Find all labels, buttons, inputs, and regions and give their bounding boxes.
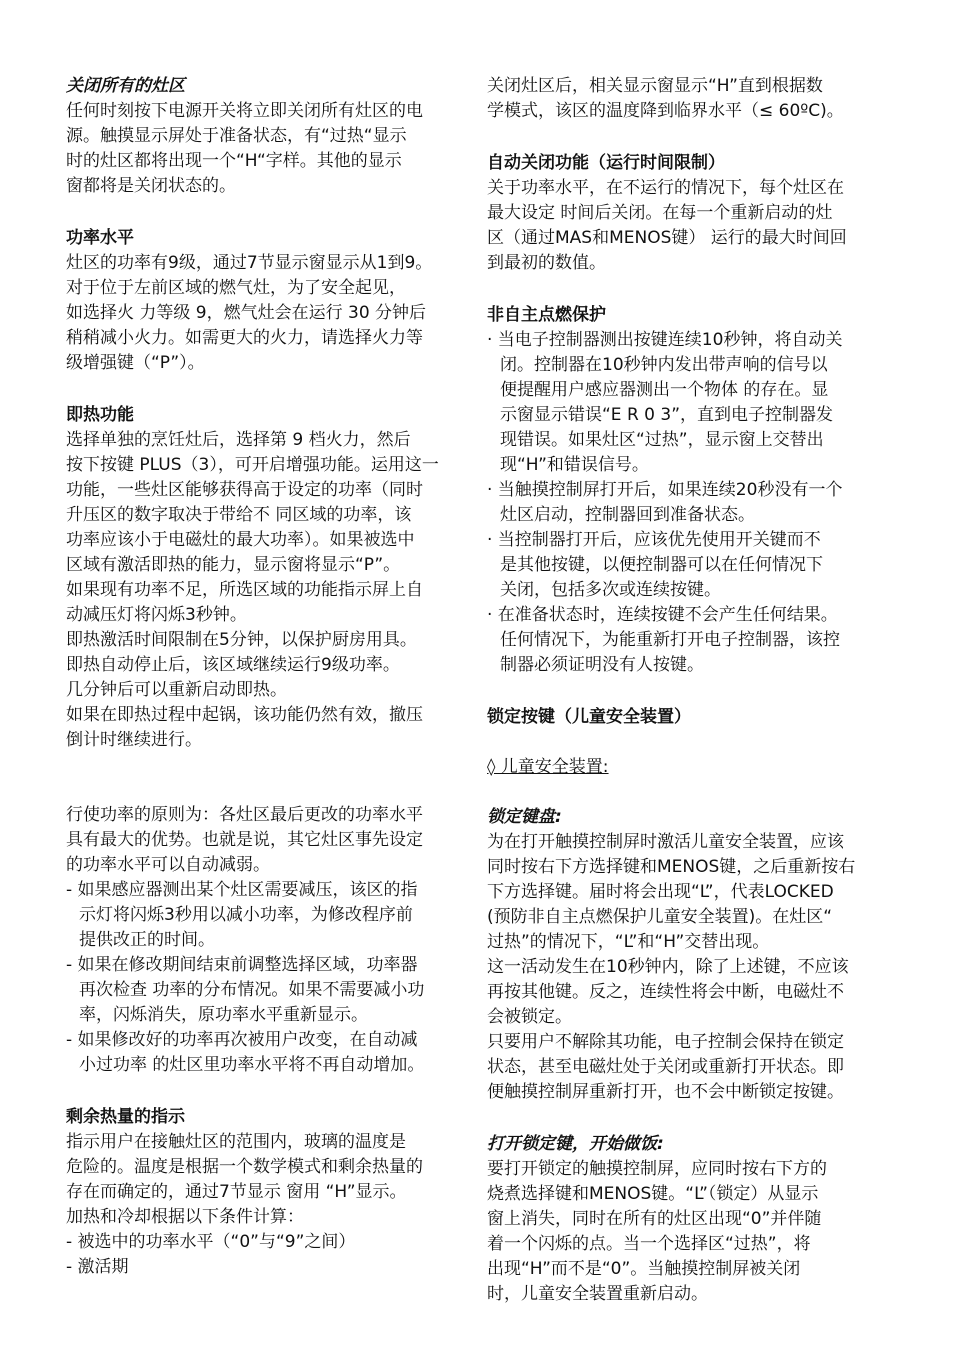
text-line: 这一活动发生在10秒钟内，除了上述键，不应该 <box>487 957 849 977</box>
text-line: 具有最大的优势。也就是说，其它灶区事先设定 <box>66 830 423 850</box>
section-title: 非自主点燃保护 <box>487 305 606 325</box>
section-residual-heat <box>66 1105 476 1280</box>
list-item <box>487 603 897 678</box>
text-line: 现错误。如果灶区“过热”，显示窗上交替出 <box>500 430 824 450</box>
text-line: 便触摸控制屏重新打开，也不会中断锁定按键。 <box>487 1082 844 1102</box>
text-line: · 当触摸控制屏打开后，如果连续20秒没有一个 <box>487 480 843 500</box>
section-title: 关闭所有的灶区 <box>66 76 185 96</box>
text-line: 几分钟后可以重新启动即热。 <box>66 680 287 700</box>
section-auto-off <box>487 151 897 276</box>
text-line: 的功率水平可以自动减弱。 <box>66 855 270 875</box>
right-column <box>487 74 897 1307</box>
text-line: 关闭灶区后，相关显示窗显示“H”直到根据数 <box>487 76 823 96</box>
text-line: 选择单独的烹饪灶后，选择第 9 档火力，然后 <box>66 430 411 450</box>
text-line: 如选择火 力等级 9，燃气灶会在运行 30 分钟后 <box>66 303 427 323</box>
section-title: 打开锁定键，开始做饭: <box>487 1134 664 1154</box>
text-line: 灶区的功率有9级，通过7节显示窗显示从1到9。 <box>66 253 433 273</box>
text-line: 任何情况下，为能重新打开电子控制器，该控 <box>500 630 840 650</box>
text-line: 区域有激活即热的能力，显示窗将显示“P”。 <box>66 555 401 575</box>
text-line: 率，闪烁消失，原功率水平重新显示。 <box>79 1005 368 1025</box>
text-line: - 如果修改好的功率再次被用户改变，在自动减 <box>66 1030 418 1050</box>
child-safety-subheading: ◊ 儿童安全装置: <box>487 757 609 777</box>
text-line: 现“H”和错误信号。 <box>500 455 649 475</box>
section-unlock-keypad <box>487 1132 897 1307</box>
text-line: 关闭，包括多次或连续按键。 <box>500 580 721 600</box>
section-title: 功率水平 <box>66 228 134 248</box>
text-line: 灶区启动，控制器回到准备状态。 <box>500 505 755 525</box>
text-line: 是其他按键，以便控制器可以在任何情况下 <box>500 555 823 575</box>
text-line: - 如果感应器测出某个灶区需要减压，该区的指 <box>66 880 418 900</box>
text-line: 示灯将闪烁3秒用以减小功率，为修改程序前 <box>79 905 413 925</box>
text-line: 状态，甚至电磁灶处于关闭或重新打开状态。即 <box>487 1057 844 1077</box>
text-line: 加热和冷却根据以下条件计算： <box>66 1207 304 1227</box>
section-key-lock <box>487 705 897 780</box>
text-line: 关于功率水平，在不运行的情况下，每个灶区在 <box>487 178 844 198</box>
text-line: 学模式，该区的温度降到临界水平（≤ 60ºC)。 <box>487 101 844 121</box>
list-item <box>66 953 476 1028</box>
text-line: 如果现有功率不足，所选区域的功能指示屏上自 <box>66 580 423 600</box>
text-line: 制器必须证明没有人按键。 <box>500 655 704 675</box>
text-line: 行使功率的原则为：各灶区最后更改的功率水平 <box>66 805 423 825</box>
text-line: 着一个闪烁的点。当一个选择区“过热”，将 <box>487 1234 811 1254</box>
text-line: 功率应该小于电磁灶的最大功率）。如果被选中 <box>66 530 415 550</box>
section-power-levels <box>66 226 476 376</box>
text-line: 时的灶区都将出现一个“H“字样。其他的显示 <box>66 151 402 171</box>
text-line: 稍稍减小火力。如需更大的火力，请选择火力等 <box>66 328 423 348</box>
section-turn-off-all-zones <box>66 74 476 199</box>
text-line: 即热自动停止后，该区域继续运行9级功率。 <box>66 655 400 675</box>
text-line: 烧煮选择键和MENOS键。“L”（锁定）从显示 <box>487 1184 819 1204</box>
text-line: 闭。控制器在10秒钟内发出带声响的信号以 <box>500 355 828 375</box>
text-line: · 当控制器打开后，应该优先使用开关键而不 <box>487 530 821 550</box>
text-line: 窗上消失，同时在所有的灶区出现“0”并伴随 <box>487 1209 822 1229</box>
text-line: 出现“H”而不是“0”。当触摸控制屏被关闭 <box>487 1259 801 1279</box>
text-line: 存在而确定的，通过7节显示 窗用 “H”显示。 <box>66 1182 407 1202</box>
text-line: 便提醒用户感应器测出一个物体 的存在。显 <box>500 380 829 400</box>
text-line: 再次检查 功率的分布情况。如果不需要减小功 <box>79 980 425 1000</box>
section-residual-heat-cont <box>487 74 897 124</box>
text-line: 为在打开触摸控制屏时激活儿童安全装置，应该 <box>487 832 844 852</box>
text-line: 窗都将是关闭状态的。 <box>66 176 236 196</box>
list-item <box>487 528 897 603</box>
list-item <box>66 1028 476 1078</box>
text-line: · 当电子控制器测出按键连续10秒钟，将自动关 <box>487 330 843 350</box>
section-title: 剩余热量的指示 <box>66 1107 185 1127</box>
text-line: 按下按键 PLUS（3），可开启增强功能。运用这一 <box>66 455 439 475</box>
text-line: 同时按右下方选择键和MENOS键，之后重新按右 <box>487 857 856 877</box>
text-line: - 如果在修改期间结束前调整选择区域，功率器 <box>66 955 418 975</box>
text-line: 要打开锁定的触摸控制屏，应同时按右下方的 <box>487 1159 827 1179</box>
text-line: 下方选择键。届时将会出现“L”，代表LOCKED <box>487 882 834 902</box>
section-title: 锁定按键（儿童安全装置） <box>487 707 691 727</box>
section-title: 即热功能 <box>66 405 134 425</box>
section-lock-keypad <box>487 805 897 1105</box>
text-line: 源。触摸显示屏处于准备状态，有“过热“显示 <box>66 126 407 146</box>
section-power-priority <box>66 803 476 1078</box>
section-boost-function <box>66 403 476 753</box>
text-line: 任何时刻按下电源开关将立即关闭所有灶区的电 <box>66 101 423 121</box>
section-ignition-protection <box>487 303 897 678</box>
text-line: - 被选中的功率水平（“0”与“9”之间） <box>66 1232 356 1252</box>
left-column <box>66 74 476 1280</box>
section-title: 自动关闭功能（运行时间限制） <box>487 153 725 173</box>
list-item <box>487 478 897 528</box>
text-line: 即热激活时间限制在5分钟，以保护厨房用具。 <box>66 630 417 650</box>
list-item <box>487 328 897 478</box>
text-line: 提供改正的时间。 <box>79 930 215 950</box>
text-line: 对于位于左前区域的燃气灶，为了安全起见， <box>66 278 406 298</box>
text-line: 时，儿童安全装置重新启动。 <box>487 1284 708 1304</box>
text-line: 到最初的数值。 <box>487 253 606 273</box>
text-line: 动减压灯将闪烁3秒钟。 <box>66 605 247 625</box>
text-line: 小过功率 的灶区里功率水平将不再自动增加。 <box>79 1055 425 1075</box>
section-title: 锁定键盘: <box>487 807 562 827</box>
text-line: 区（通过MAS和MENOS键） 运行的最大时间回 <box>487 228 847 248</box>
text-line: 只要用户不解除其功能，电子控制会保持在锁定 <box>487 1032 844 1052</box>
text-line: 倒计时继续进行。 <box>66 730 202 750</box>
text-line: - 激活期 <box>66 1257 129 1277</box>
text-line: 示窗显示错误“E R 0 3”，直到电子控制器发 <box>500 405 834 425</box>
text-line: 最大设定 时间后关闭。在每一个重新启动的灶 <box>487 203 833 223</box>
text-line: 危险的。温度是根据一个数学模式和剩余热量的 <box>66 1157 423 1177</box>
text-line: 如果在即热过程中起锅，该功能仍然有效，撤压 <box>66 705 423 725</box>
text-line: 功能，一些灶区能够获得高于设定的功率（同时 <box>66 480 423 500</box>
text-line: 过热”的情况下，“L”和“H”交替出现。 <box>487 932 770 952</box>
text-line: 再按其他键。反之，连续性将会中断，电磁灶不 <box>487 982 844 1002</box>
text-line: 升压区的数字取决于带给不 同区域的功率，该 <box>66 505 412 525</box>
text-line: 指示用户在接触灶区的范围内，玻璃的温度是 <box>66 1132 406 1152</box>
text-line: · 在准备状态时，连续按键不会产生任何结果。 <box>487 605 838 625</box>
text-line: (预防非自主点燃保护儿童安全装置)。在灶区“ <box>487 907 833 927</box>
text-line: 级增强键（“P”）。 <box>66 353 205 373</box>
text-line: 会被锁定。 <box>487 1007 572 1027</box>
list-item <box>66 878 476 953</box>
